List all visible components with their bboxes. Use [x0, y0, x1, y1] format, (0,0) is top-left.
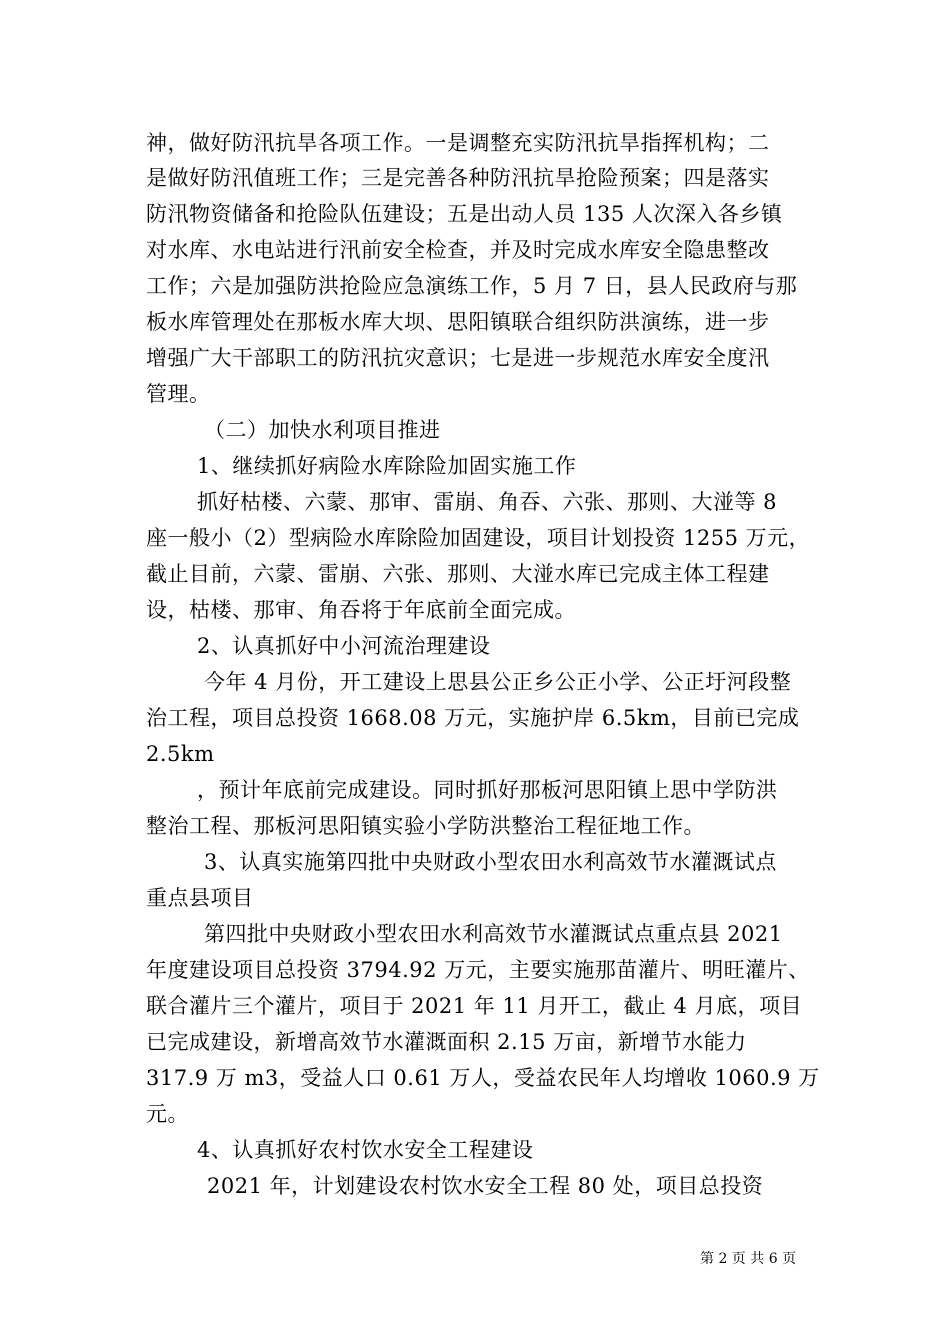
text-line: 今年 4 月份，开工建设上思县公正乡公正小学、公正圩河段整 — [204, 670, 792, 694]
subsection-heading: 1、继续抓好病险水库除险加固实施工作 — [197, 454, 577, 478]
subsection-heading: 3、认真实施第四批中央财政小型农田水利高效节水灌溉试点 — [204, 850, 777, 874]
text-line: 317.9 万 m3，受益人口 0.61 万人，受益农民年人均增收 1060.9 万 — [146, 1066, 820, 1090]
text-line: 对水库、水电站进行汛前安全检查，并及时完成水库安全隐患整改 — [146, 238, 770, 262]
text-line: 管理。 — [146, 382, 211, 406]
text-line: 是做好防汛值班工作；三是完善各种防汛抗旱抢险预案；四是落实 — [146, 166, 770, 190]
text-line: 神，做好防汛抗旱各项工作。一是调整充实防汛抗旱指挥机构；二 — [146, 131, 770, 155]
text-line: 设，枯楼、那审、角吞将于年底前全面完成。 — [146, 598, 576, 622]
text-line: 年度建设项目总投资 3794.92 万元，主要实施那苗灌片、明旺灌片、 — [146, 958, 810, 982]
text-line: 防汛物资储备和抢险队伍建设；五是出动人员 135 人次深入各乡镇 — [146, 202, 783, 226]
subsection-heading: 2、认真抓好中小河流治理建设 — [197, 634, 491, 658]
text-line: 抓好枯楼、六蒙、那审、雷崩、角吞、六张、那则、大湴等 8 — [197, 490, 778, 514]
text-line: 已完成建设，新增高效节水灌溉面积 2.15 万亩，新增节水能力 — [146, 1030, 747, 1054]
text-line: 2.5km — [146, 742, 215, 766]
text-line: 座一般小（2）型病险水库除险加固建设，项目计划投资 1255 万元， — [146, 526, 811, 550]
text-line: 元。 — [146, 1102, 189, 1126]
text-line: 增强广大干部职工的防汛抗灾意识；七是进一步规范水库安全度汛 — [146, 346, 770, 370]
subsection-heading: 4、认真抓好农村饮水安全工程建设 — [197, 1138, 534, 1162]
page-number: 第 2 页 共 6 页 — [700, 1251, 797, 1267]
section-heading: （二）加快水利项目推进 — [204, 418, 441, 442]
text-line: 整治工程、那板河思阳镇实验小学防洪整治工程征地工作。 — [146, 814, 705, 838]
text-line: 第四批中央财政小型农田水利高效节水灌溉试点重点县 2021 — [204, 922, 783, 946]
text-line: ，预计年底前完成建设。同时抓好那板河思阳镇上思中学防洪 — [197, 778, 778, 802]
text-line: 工作；六是加强防洪抢险应急演练工作，5 月 7 日，县人民政府与那 — [146, 274, 798, 298]
text-line: 2021 年，计划建设农村饮水安全工程 80 处，项目总投资 — [207, 1174, 764, 1198]
subsection-heading: 重点县项目 — [146, 886, 254, 910]
text-line: 截止目前，六蒙、雷崩、六张、那则、大湴水库已完成主体工程建 — [146, 562, 770, 586]
text-line: 联合灌片三个灌片，项目于 2021 年 11 月开工，截止 4 月底，项目 — [146, 994, 803, 1018]
text-line: 治工程，项目总投资 1668.08 万元，实施护岸 6.5km，目前已完成 — [146, 706, 800, 730]
text-line: 板水库管理处在那板水库大坝、思阳镇联合组织防洪演练，进一步 — [146, 310, 770, 334]
